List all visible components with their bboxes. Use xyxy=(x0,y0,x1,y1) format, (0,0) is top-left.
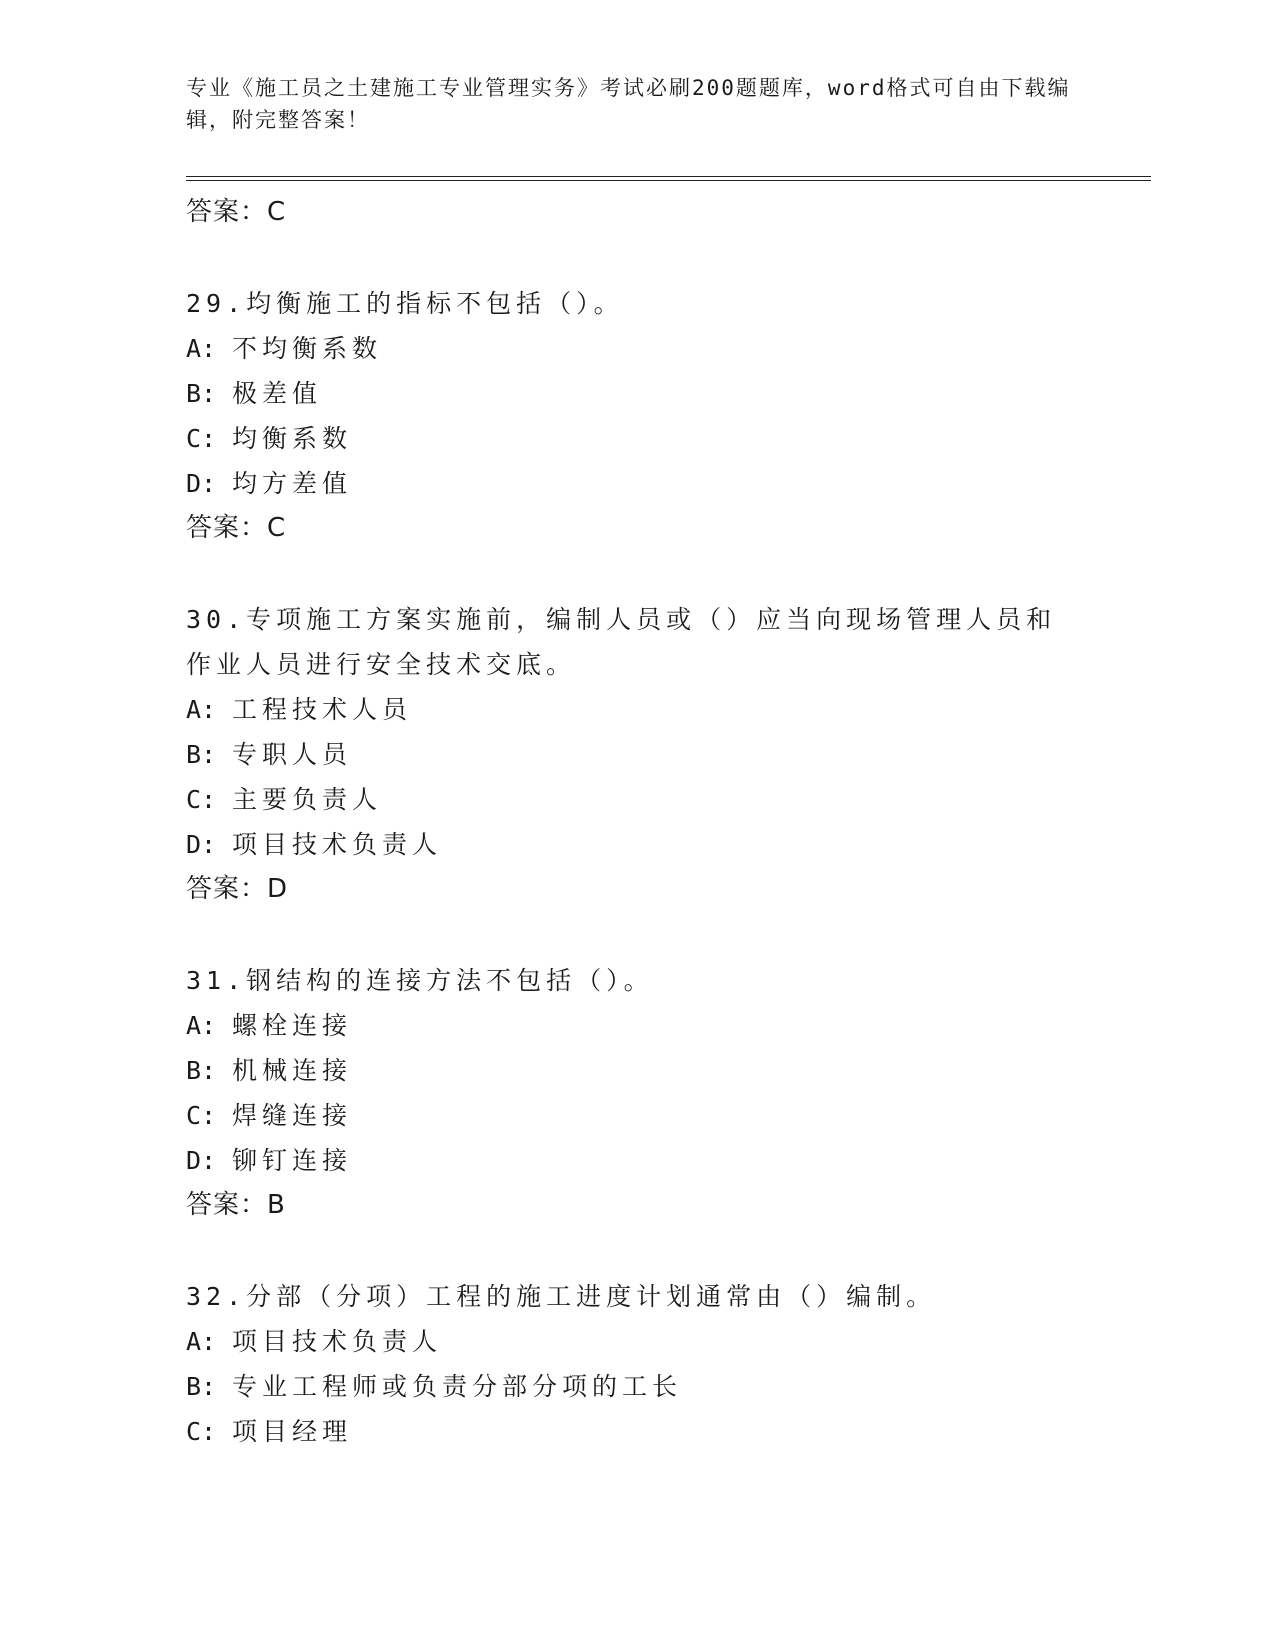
option-text: 专业工程师或负责分部分项的工长 xyxy=(232,1372,683,1401)
option-text: 螺栓连接 xyxy=(232,1011,353,1040)
option-d xyxy=(186,822,1086,867)
document-header: 专业《施工员之土建施工专业管理实务》考试必刷200题题库，word格式可自由下载编辑，附完整答案！ xyxy=(186,76,1071,132)
question-stem: 29.均衡施工的指标不包括（）。 xyxy=(186,289,624,318)
question-item xyxy=(186,597,1086,912)
option-key: B: xyxy=(186,379,217,408)
option-d xyxy=(186,461,1086,506)
answer-line: 答案：B xyxy=(186,1190,286,1220)
option-c xyxy=(186,777,1086,822)
question-item xyxy=(186,958,1086,1228)
option-c xyxy=(186,1093,1086,1138)
option-key: A: xyxy=(186,334,217,363)
option-text: 焊缝连接 xyxy=(232,1101,353,1130)
option-c xyxy=(186,416,1086,461)
option-key: B: xyxy=(186,1372,217,1401)
option-text: 机械连接 xyxy=(232,1056,353,1085)
question-list xyxy=(186,190,1086,1454)
question-item xyxy=(186,281,1086,551)
option-text: 项目技术负责人 xyxy=(232,1327,443,1356)
option-text: 工程技术人员 xyxy=(232,695,413,724)
option-key: C: xyxy=(186,424,217,453)
question-item xyxy=(186,1274,1086,1454)
option-b xyxy=(186,371,1086,416)
option-b xyxy=(186,1048,1086,1093)
option-a xyxy=(186,687,1086,732)
option-text: 均衡系数 xyxy=(232,424,353,453)
option-key: D: xyxy=(186,830,217,859)
option-text: 极差值 xyxy=(232,379,323,408)
option-text: 项目技术负责人 xyxy=(232,830,443,859)
option-a xyxy=(186,326,1086,371)
question-stem: 30.专项施工方案实施前，编制人员或（）应当向现场管理人员和作业人员进行安全技术交底。 xyxy=(186,605,1057,679)
option-c xyxy=(186,1409,1086,1454)
option-key: B: xyxy=(186,740,217,769)
option-key: C: xyxy=(186,1101,217,1130)
option-text: 均方差值 xyxy=(232,469,353,498)
option-text: 项目经理 xyxy=(232,1417,353,1446)
answer-line: 答案：C xyxy=(186,513,287,543)
option-a xyxy=(186,1003,1086,1048)
answer-line: 答案：D xyxy=(186,874,289,904)
option-text: 主要负责人 xyxy=(232,785,383,814)
answer-line: 答案：C xyxy=(186,197,287,227)
header-divider xyxy=(186,176,1151,181)
option-text: 专职人员 xyxy=(232,740,353,769)
option-key: A: xyxy=(186,695,217,724)
option-key: D: xyxy=(186,469,217,498)
option-d xyxy=(186,1138,1086,1183)
option-key: A: xyxy=(186,1011,217,1040)
option-key: C: xyxy=(186,785,217,814)
option-a xyxy=(186,1319,1086,1364)
option-text: 铆钉连接 xyxy=(232,1146,353,1175)
question-stem: 32.分部（分项）工程的施工进度计划通常由（）编制。 xyxy=(186,1282,937,1311)
option-b xyxy=(186,1364,1086,1409)
option-key: C: xyxy=(186,1417,217,1446)
option-key: B: xyxy=(186,1056,217,1085)
option-key: D: xyxy=(186,1146,217,1175)
question-stem: 31.钢结构的连接方法不包括（）。 xyxy=(186,966,654,995)
option-b xyxy=(186,732,1086,777)
option-text: 不均衡系数 xyxy=(232,334,383,363)
option-key: A: xyxy=(186,1327,217,1356)
